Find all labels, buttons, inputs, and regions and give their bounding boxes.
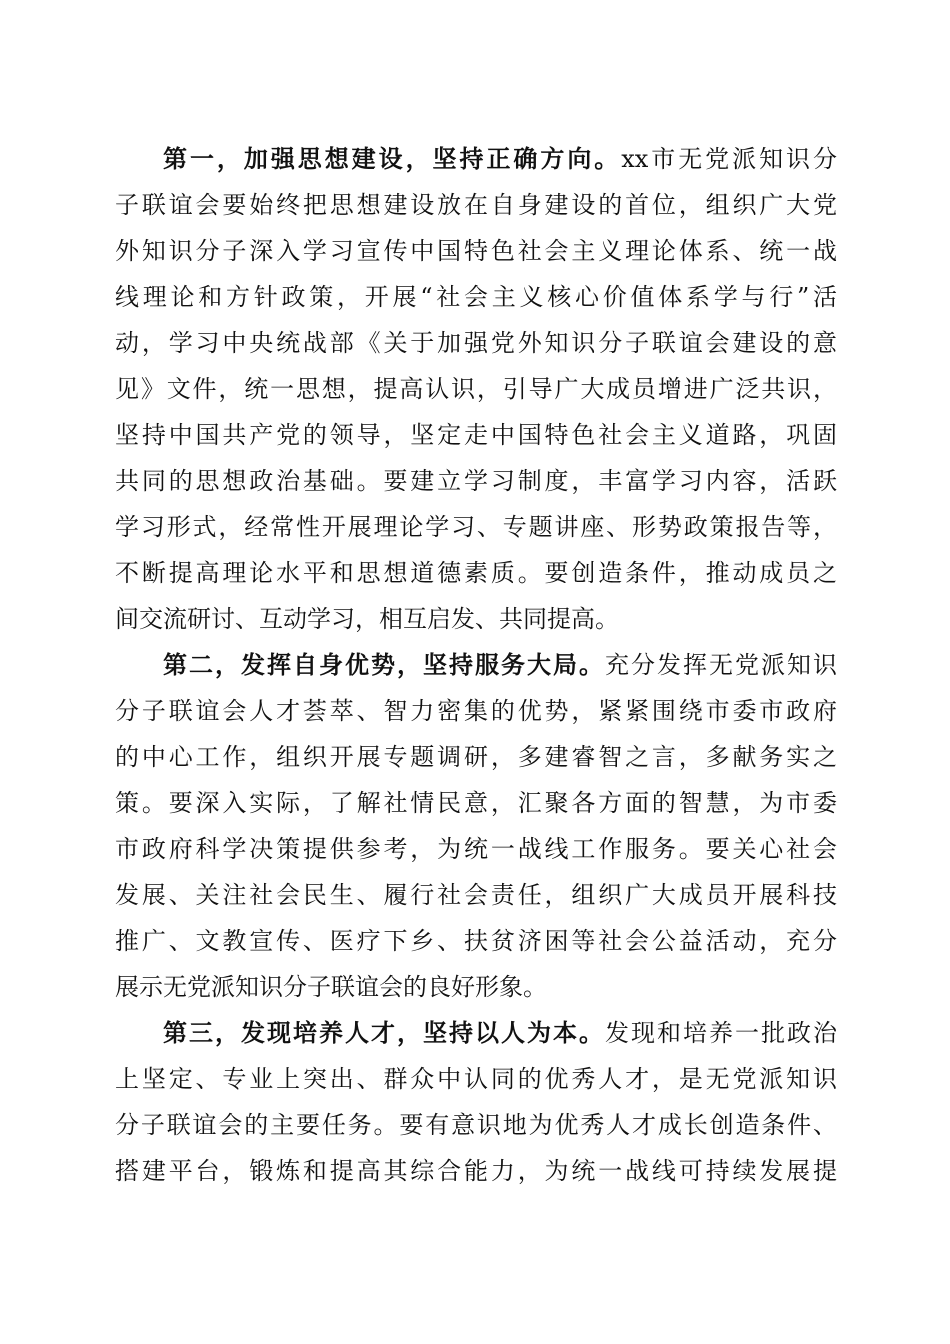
paragraph-2-line-1-text: 充分发挥无党派知识: [605, 651, 837, 679]
paragraph-1-line-1: [115, 136, 837, 182]
paragraph-2-line-1: [115, 642, 837, 688]
paragraph-1-line-4: 线理论和方针政策，开展“社会主义核心价值体系学与行”活: [115, 283, 837, 311]
paragraph-1-line-10: 不断提高理论水平和思想道德素质。要创造条件，推动成员之: [115, 559, 837, 587]
paragraph-2-heading: 第二，发挥自身优势，坚持服务大局。: [163, 650, 605, 679]
paragraph-1-line-5: 动，学习中央统战部《关于加强党外知识分子联谊会建设的意: [115, 329, 837, 357]
paragraph-1-line-7: 坚持中国共产党的领导，坚定走中国特色社会主义道路，巩固: [115, 421, 837, 449]
paragraph-2-line-5: 市政府科学决策提供参考，为统一战线工作服务。要关心社会: [115, 835, 837, 863]
paragraph-2-line-4: 策。要深入实际，了解社情民意，汇聚各方面的智慧，为市委: [115, 789, 837, 817]
paragraph-2-line-3: 的中心工作，组织开展专题调研，多建睿智之言，多献务实之: [115, 743, 837, 771]
paragraph-2-line-2: 分子联谊会人才荟萃、智力密集的优势，紧紧围绕市委市政府: [115, 697, 837, 725]
paragraph-1-line-3: 外知识分子深入学习宣传中国特色社会主义理论体系、统一战: [115, 237, 837, 265]
paragraph-1-line-6: 见》文件，统一思想，提高认识，引导广大成员增进广泛共识，: [115, 375, 837, 403]
paragraph-2-line-7: 推广、文教宣传、医疗下乡、扶贫济困等社会公益活动，充分: [115, 927, 837, 955]
paragraph-1-line-1-text: xx市无党派知识分: [621, 145, 837, 173]
paragraph-3-line-2: 上坚定、专业上突出、群众中认同的优秀人才，是无党派知识: [115, 1065, 837, 1093]
document-body: [115, 136, 837, 1194]
paragraph-3-line-4: 搭建平台，锻炼和提高其综合能力，为统一战线可持续发展提: [115, 1157, 837, 1185]
paragraph-3-line-3: 分子联谊会的主要任务。要有意识地为优秀人才成长创造条件、: [115, 1111, 837, 1139]
paragraph-1-line-9: 学习形式，经常性开展理论学习、专题讲座、形势政策报告等，: [115, 513, 837, 541]
paragraph-1-line-2: 子联谊会要始终把思想建设放在自身建设的首位，组织广大党: [115, 191, 837, 219]
paragraph-1-line-8: 共同的思想政治基础。要建立学习制度，丰富学习内容，活跃: [115, 467, 837, 495]
paragraph-1-heading: 第一，加强思想建设，坚持正确方向。: [163, 144, 622, 173]
paragraph-3-line-1-text: 发现和培养一批政治: [605, 1019, 837, 1047]
paragraph-3-line-1: [115, 1010, 837, 1056]
paragraph-3-heading: 第三，发现培养人才，坚持以人为本。: [163, 1018, 605, 1047]
paragraph-2-line-6: 发展、关注社会民生、履行社会责任，组织广大成员开展科技: [115, 881, 837, 909]
paragraph-2-line-8: 展示无党派知识分子联谊会的良好形象。: [115, 973, 547, 1001]
paragraph-1-line-11: 间交流研讨、互动学习，相互启发、共同提高。: [115, 605, 619, 633]
